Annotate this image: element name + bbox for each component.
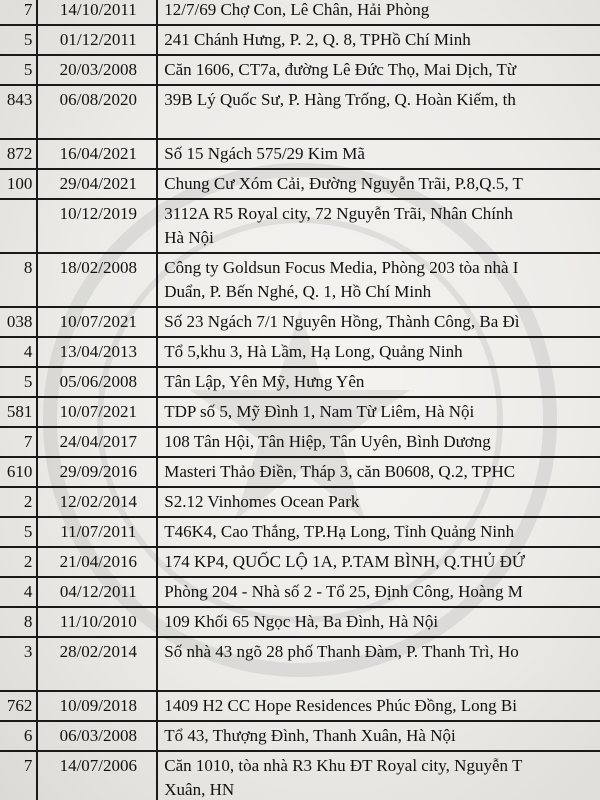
address-cell (157, 517, 600, 547)
id-code-cell: 8 (0, 607, 37, 637)
date-cell: 18/02/2008 (37, 253, 157, 307)
address-cell (157, 721, 600, 751)
table-row (0, 517, 600, 547)
id-code-cell: 581 (0, 397, 37, 427)
id-code-cell: 5 (0, 55, 37, 85)
date-cell: 14/07/2006 (37, 751, 157, 800)
table-row (0, 457, 600, 487)
address-line: 39B Lý Quốc Sư, P. Hàng Trống, Q. Hoàn Kiếm, th (164, 90, 516, 109)
id-code-cell: 038 (0, 307, 37, 337)
table-row (0, 25, 600, 55)
date-cell: 29/04/2021 (37, 169, 157, 199)
address-line: Tân Lập, Yên Mỹ, Hưng Yên (164, 372, 365, 391)
date-cell: 12/02/2014 (37, 487, 157, 517)
address-line: Masteri Thảo Điền, Tháp 3, căn B0608, Q.2, TPHC (164, 462, 516, 481)
id-code-cell: 2 (0, 487, 37, 517)
date-cell: 05/06/2008 (37, 367, 157, 397)
address-line: 241 Chánh Hưng, P. 2, Q. 8, TPHồ Chí Minh (164, 30, 471, 49)
address-cell (157, 0, 600, 25)
address-line: TDP số 5, Mỹ Đình 1, Nam Từ Liêm, Hà Nội (164, 402, 475, 421)
table-row (0, 487, 600, 517)
address-cell (157, 367, 600, 397)
table-row (0, 577, 600, 607)
table-row (0, 691, 600, 721)
id-code-cell: 762 (0, 691, 37, 721)
address-line: Tổ 43, Thượng Đình, Thanh Xuân, Hà Nội (164, 726, 456, 745)
address-cell (157, 637, 600, 691)
address-line: Công ty Goldsun Focus Media, Phòng 203 tòa nhà I (164, 258, 519, 277)
id-code-cell: 6 (0, 721, 37, 751)
date-cell: 24/04/2017 (37, 427, 157, 457)
address-cell (157, 691, 600, 721)
id-code-cell: 610 (0, 457, 37, 487)
id-code-cell: 4 (0, 337, 37, 367)
address-line: Số 23 Ngách 7/1 Nguyên Hồng, Thành Công, Ba Đì (164, 312, 520, 331)
date-cell: 10/12/2019 (37, 199, 157, 253)
id-code-cell (0, 199, 37, 253)
table-row (0, 253, 600, 307)
address-line: S2.12 Vinhomes Ocean Park (164, 492, 360, 511)
date-cell: 16/04/2021 (37, 139, 157, 169)
table-row (0, 607, 600, 637)
address-line: 174 KP4, QUỐC LỘ 1A, P.TAM BÌNH, Q.THỦ ĐỨ (164, 552, 526, 571)
address-line: Chung Cư Xóm Cải, Đường Nguyễn Trãi, P.8,Q.5, T (164, 174, 523, 193)
date-cell: 06/03/2008 (37, 721, 157, 751)
address-cell (157, 55, 600, 85)
address-cell (157, 337, 600, 367)
date-cell: 29/09/2016 (37, 457, 157, 487)
table-row (0, 397, 600, 427)
address-cell (157, 25, 600, 55)
id-code-cell: 5 (0, 25, 37, 55)
table-row (0, 139, 600, 169)
address-line: Xuân, HN (164, 780, 235, 799)
date-cell: 28/02/2014 (37, 637, 157, 691)
date-cell: 11/10/2010 (37, 607, 157, 637)
table-row (0, 367, 600, 397)
address-cell (157, 457, 600, 487)
date-cell: 01/12/2011 (37, 25, 157, 55)
address-line: Duẩn, P. Bến Nghé, Q. 1, Hồ Chí Minh (164, 282, 432, 301)
address-cell (157, 199, 600, 253)
id-code-cell: 8 (0, 253, 37, 307)
table-row (0, 547, 600, 577)
address-line: Căn 1010, tòa nhà R3 Khu ĐT Royal city, Nguyễn T (164, 756, 523, 775)
id-code-cell: 872 (0, 139, 37, 169)
address-cell (157, 487, 600, 517)
address-cell (157, 547, 600, 577)
date-cell: 13/04/2013 (37, 337, 157, 367)
address-line: T46K4, Cao Thắng, TP.Hạ Long, Tỉnh Quảng Ninh (164, 522, 515, 541)
date-cell: 10/07/2021 (37, 397, 157, 427)
table-row (0, 199, 600, 253)
table-row (0, 721, 600, 751)
date-cell: 20/03/2008 (37, 55, 157, 85)
date-cell: 04/12/2011 (37, 577, 157, 607)
table-row (0, 637, 600, 691)
address-cell (157, 397, 600, 427)
date-cell: 14/10/2011 (37, 0, 157, 25)
id-code-cell: 100 (0, 169, 37, 199)
address-line: Phòng 204 - Nhà số 2 - Tổ 25, Định Công, Hoàng M (164, 582, 523, 601)
address-line: 12/7/69 Chợ Con, Lê Chân, Hải Phòng (164, 0, 430, 19)
table-row (0, 55, 600, 85)
table-row (0, 307, 600, 337)
address-cell (157, 751, 600, 800)
address-cell (157, 169, 600, 199)
table-row (0, 751, 600, 800)
date-cell: 11/07/2011 (37, 517, 157, 547)
id-code-cell: 5 (0, 517, 37, 547)
id-code-cell: 843 (0, 85, 37, 139)
table-row (0, 337, 600, 367)
table-row (0, 0, 600, 25)
table-row (0, 169, 600, 199)
date-cell: 10/09/2018 (37, 691, 157, 721)
address-line: 3112A R5 Royal city, 72 Nguyễn Trãi, Nhân Chính (164, 204, 513, 223)
address-line: Hà Nội (164, 228, 214, 247)
id-code-cell: 7 (0, 427, 37, 457)
address-cell (157, 307, 600, 337)
address-line: 1409 H2 CC Hope Residences Phúc Đồng, Long Bi (164, 696, 517, 715)
id-code-cell: 3 (0, 637, 37, 691)
address-cell (157, 85, 600, 139)
address-line: Số 15 Ngách 575/29 Kim Mã (164, 144, 365, 163)
id-code-cell: 2 (0, 547, 37, 577)
date-cell: 21/04/2016 (37, 547, 157, 577)
table-row (0, 85, 600, 139)
address-cell (157, 607, 600, 637)
address-line: 108 Tân Hội, Tân Hiệp, Tân Uyên, Bình Dương (164, 432, 491, 451)
address-line: 109 Khối 65 Ngọc Hà, Ba Đình, Hà Nội (164, 612, 439, 631)
address-cell (157, 253, 600, 307)
address-cell (157, 577, 600, 607)
date-cell: 06/08/2020 (37, 85, 157, 139)
address-cell (157, 427, 600, 457)
date-cell: 10/07/2021 (37, 307, 157, 337)
id-code-cell: 5 (0, 367, 37, 397)
id-code-cell: 7 (0, 0, 37, 25)
address-line: Số nhà 43 ngõ 28 phố Thanh Đàm, P. Thanh Trì, Ho (164, 642, 519, 661)
address-line: Căn 1606, CT7a, đường Lê Đức Thọ, Mai Dịch, Từ (164, 60, 517, 79)
address-cell (157, 139, 600, 169)
id-code-cell: 4 (0, 577, 37, 607)
id-code-cell: 7 (0, 751, 37, 800)
table-row (0, 427, 600, 457)
address-line: Tổ 5,khu 3, Hà Lầm, Hạ Long, Quảng Ninh (164, 342, 463, 361)
